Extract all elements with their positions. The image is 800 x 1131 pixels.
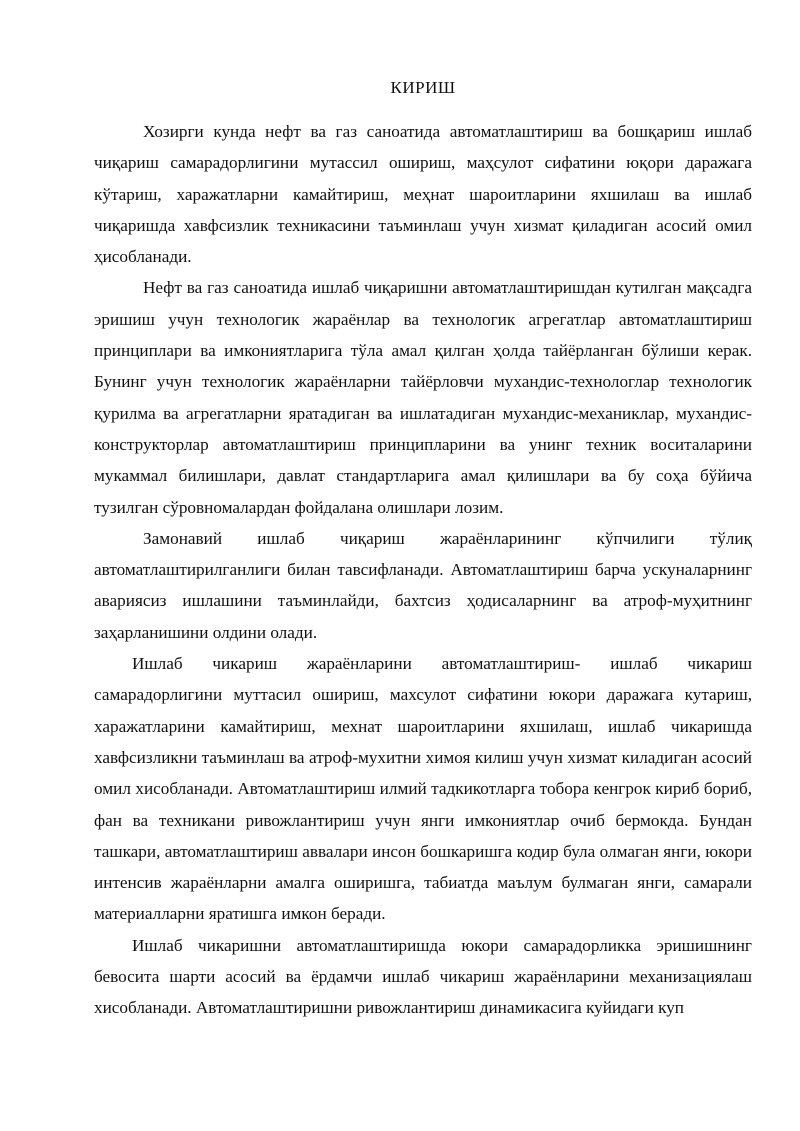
paragraph-5: Ишлаб чикаришни автоматлаштиришда юкори самарадорликка эришишнинг бевосита шарти асосий ва ёрдамчи ишлаб чикариш жараёнларини механизациялаш хисобланади. Автоматлаштиришни ривожлантириш динамикасига куйидаги куп: [94, 935, 752, 1018]
paragraph-2: Нефт ва газ саноатида ишлаб чиқаришни автоматлаштиришдан кутилган мақсадга эришиш учун технологик жараёнлар ва технологик агрегатлар автоматлаштириш принциплари ва имкониятларига тўла амал қилган ҳолда тайёрланган бўлиши керак. Бунинг учун технологик жараёнларни тайёрловчи мухандис-технологлар технологик қурилма ва агрегатларни яратадиган ва ишлатадиган мухандис-механиклар, мухандис-конструкторлар автоматлаштириш принципларини ва унинг техник воситаларини мукаммал билишлари, давлат стандартларига амал қилишлари ва бу соҳа бўйича тузилган сўровномалардан фойдалана олишлари лозим.: [94, 278, 752, 517]
paragraph-3: Замонавий ишлаб чиқариш жараёнларининг кўпчилиги тўлиқ автоматлаштирилганлиги билан тавсифланади. Автоматлаштириш барча ускуналарнинг авариясиз ишлашини таъминлайди, бахтсиз ҳодисаларнинг ва атроф-муҳитнинг заҳарланишини олдини олади.: [94, 528, 752, 642]
document-title: КИРИШ: [390, 78, 456, 97]
paragraph-1: Хозирги кунда нефт ва газ саноатида автоматлаштириш ва бошқариш ишлаб чиқариш самарадорлигини мутассил ошириш, маҳсулот сифатини юқори даражага кўтариш, харажатларни камайтириш, меҳнат шароитларини яхшилаш ва ишлаб чиқаришда хавфсизлик техникасини таъминлаш учун хизмат қиладиган асосий омил ҳисобланади.: [94, 122, 752, 267]
paragraph-4: Ишлаб чикариш жараёнларини автоматлаштириш- ишлаб чикариш самарадорлигини муттасил ошириш, махсулот сифатини юкори даражага кутариш, харажатларини камайтириш, мехнат шароитларини яхшилаш, ишлаб чикаришда хавфсизликни таъминлаш ва атроф-мухитни химоя килиш учун хизмат киладиган асосий омил хисобланади. Автоматлаштириш илмий тадкикотларга тобора кенгрок кириб бориб, фан ва техникани ривожлантириш учун янги имкониятлар очиб бермокда. Бундан ташкари, автоматлаштириш аввалари инсон бошкаришга кодир була олмаган янги, юкори интенсив жараёнларни амалга оширишга, табиатда маълум булмаган янги, самарали материалларни яратишга имкон беради.: [94, 654, 752, 924]
document-page: [94, 74, 752, 1024]
